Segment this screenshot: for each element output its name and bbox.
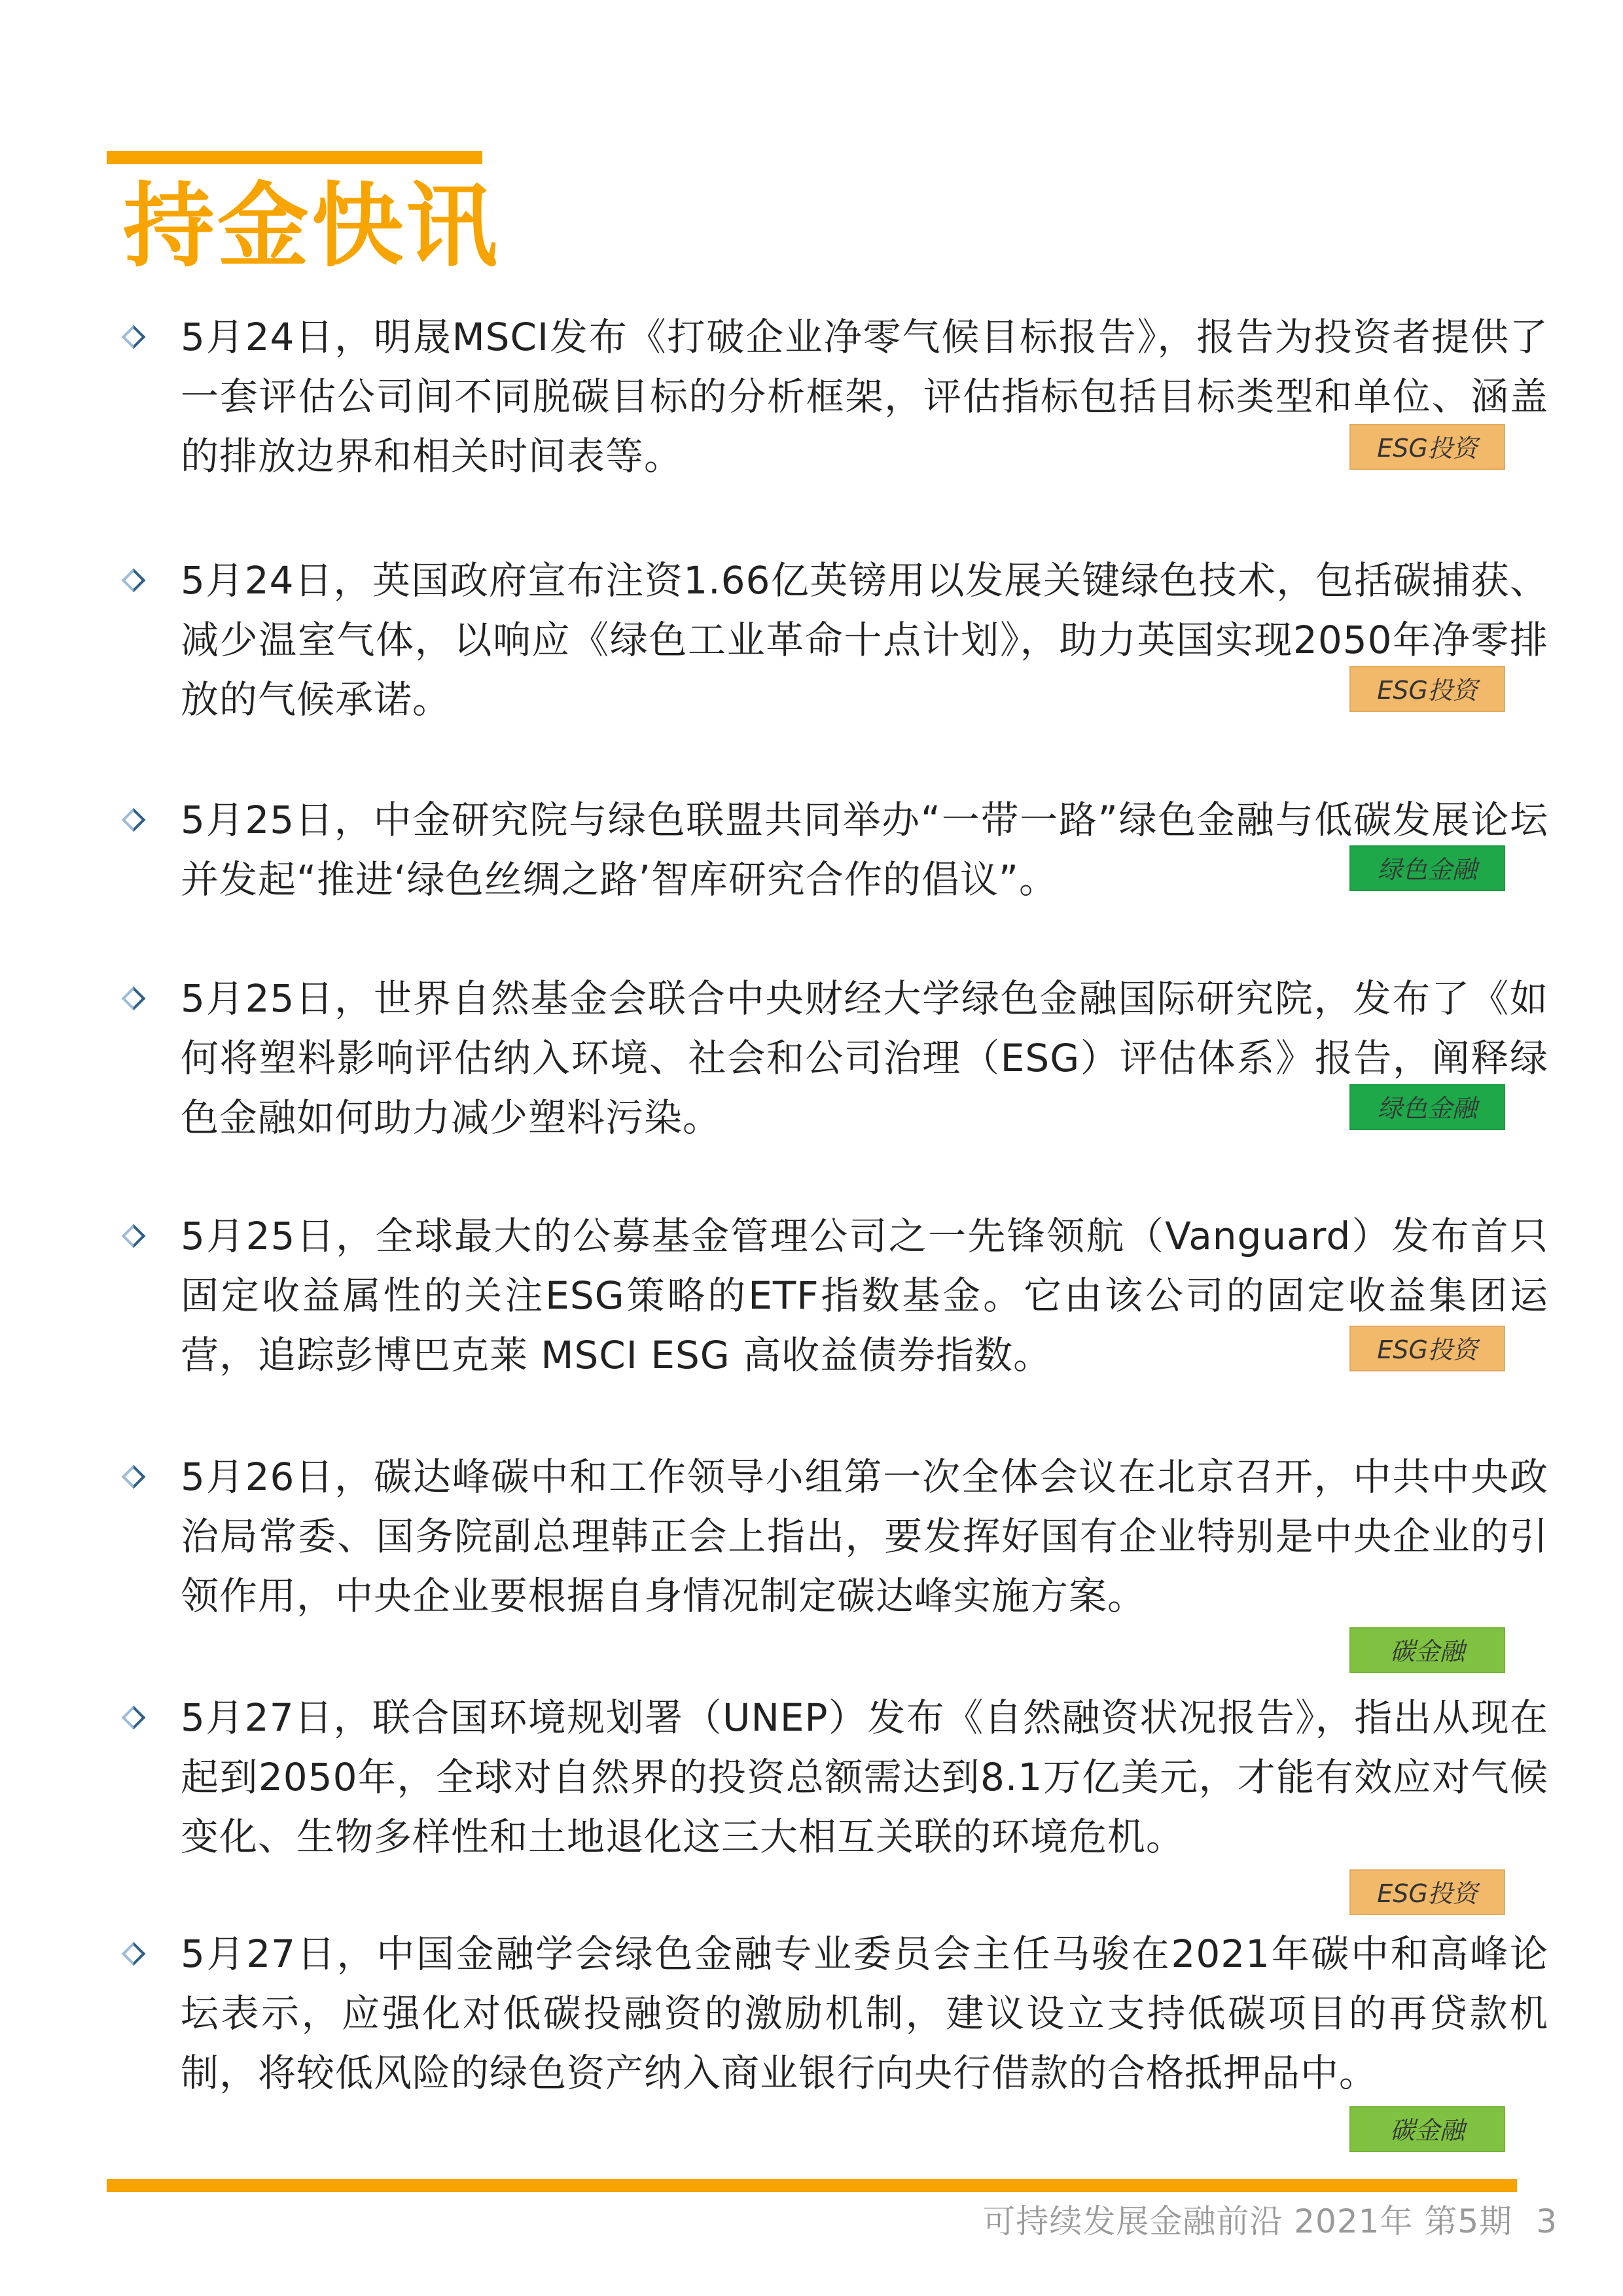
category-tag: 碳金融 (1349, 2106, 1505, 2152)
news-text: 5月27日，联合国环境规划署（UNEP）发布《自然融资状况报告》，指出从现在起到2050年，全球对自然界的投资总额需达到8.1万亿美元，才能有效应对气候变化、生物多样性和土地退化这三大相互关联的环境危机。 (181, 1695, 1548, 1859)
category-tag: 绿色金融 (1349, 1084, 1505, 1130)
news-text: 5月25日，中金研究院与绿色联盟共同举办“一带一路”绿色金融与低碳发展论坛并发起“推进‘绿色丝绸之路’智库研究合作的倡议”。 (181, 798, 1548, 902)
news-text: 5月27日，中国金融学会绿色金融专业委员会主任马骏在2021年碳中和高峰论坛表示，应强化对低碳投融资的激励机制，建议设立支持低碳项目的再贷款机制，将较低风险的绿色资产纳入商业银行向央行借款的合格抵押品中。 (181, 1932, 1548, 2095)
diamond-bullet-icon (122, 1465, 146, 1489)
news-text: 5月25日，全球最大的公募基金管理公司之一先锋领航（Vanguard）发布首只固定收益属性的关注ESG策略的ETF指数基金。它由该公司的固定收益集团运营，追踪彭博巴克莱 MSCI ESG 高收益债券指数。 (181, 1214, 1548, 1377)
category-tag: ESG投资 (1349, 666, 1505, 712)
diamond-bullet-icon (122, 1942, 146, 1966)
news-text: 5月24日，英国政府宣布注资1.66亿英镑用以发展关键绿色技术，包括碳捕获、减少温室气体，以响应《绿色工业革命十点计划》，助力英国实现2050年净零排放的气候承诺。 (181, 558, 1548, 722)
publication-name: 可持续发展金融前沿 2021年 第5期 (982, 2202, 1513, 2240)
category-tag: ESG投资 (1349, 1869, 1505, 1915)
news-text: 5月25日，世界自然基金会联合中央财经大学绿色金融国际研究院，发布了《如何将塑料影响评估纳入环境、社会和公司治理（ESG）评估体系》报告，阐释绿色金融如何助力减少塑料污染。 (181, 976, 1548, 1140)
diamond-bullet-icon (122, 1706, 146, 1730)
category-tag: 绿色金融 (1349, 845, 1505, 891)
page-title: 持金快讯 (123, 173, 501, 280)
category-tag: 碳金融 (1349, 1627, 1505, 1673)
footer (982, 2199, 1558, 2244)
news-text: 5月26日，碳达峰碳中和工作领导小组第一次全体会议在北京召开，中共中央政治局常委、国务院副总理韩正会上指出，要发挥好国有企业特别是中央企业的引领作用，中央企业要根据自身情况制定碳达峰实施方案。 (181, 1455, 1548, 1618)
category-tag: ESG投资 (1349, 424, 1505, 470)
diamond-bullet-icon (122, 325, 146, 349)
category-tag: ESG投资 (1349, 1326, 1505, 1371)
page-number: 3 (1536, 2202, 1558, 2240)
diamond-bullet-icon (122, 808, 146, 832)
footer-accent-bar (107, 2179, 1517, 2192)
diamond-bullet-icon (122, 569, 146, 593)
news-text: 5月24日，明晟MSCI发布《打破企业净零气候目标报告》，报告为投资者提供了一套评估公司间不同脱碳目标的分析框架，评估指标包括目标类型和单位、涵盖的排放边界和相关时间表等。 (181, 315, 1548, 478)
diamond-bullet-icon (122, 1224, 146, 1248)
diamond-bullet-icon (122, 987, 146, 1011)
